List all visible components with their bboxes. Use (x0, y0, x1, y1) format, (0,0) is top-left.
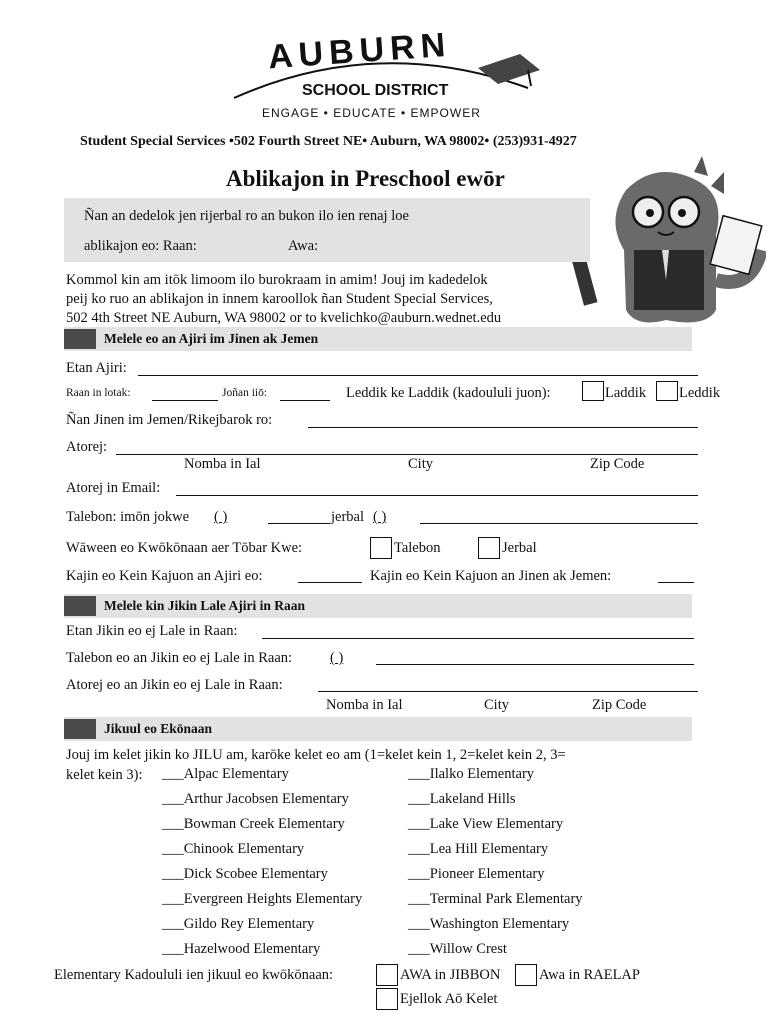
school-rank-blank[interactable]: ___ (408, 916, 430, 932)
daycare-phone-field[interactable] (376, 664, 694, 665)
gender-girl-checkbox[interactable] (656, 381, 678, 401)
daycare-city-caption: City (484, 697, 509, 713)
contact-phone-label: Talebon (394, 540, 441, 556)
daycare-phone-area[interactable]: ( ) (330, 650, 344, 666)
office-date-label: ablikajon eo: Raan: (84, 238, 197, 254)
child-name-label: Etan Ajiri: (66, 360, 127, 376)
section-marker (64, 596, 96, 616)
work-phone-label: jerbal (331, 509, 365, 525)
address-label: Atorej: (66, 439, 108, 455)
parent-name-label: Ñan Jinen im Jemen/Rikejbarok ro: (66, 412, 273, 428)
intro-line-1: Kommol kin am itōk limoom ilo burokraam in amim! Jouj im kadedelok (66, 272, 488, 288)
school-name: Bowman Creek Elementary (183, 816, 345, 832)
school-rank-blank[interactable]: ___ (408, 941, 430, 957)
email-field[interactable] (176, 495, 698, 496)
school-option (408, 941, 507, 958)
school-name: Lakeland Hills (429, 791, 516, 807)
parent-language-field[interactable] (658, 582, 694, 583)
district-logo (228, 24, 548, 124)
home-phone-area[interactable]: ( ) (214, 509, 228, 525)
daycare-number-caption: Nomba in Ial (326, 697, 403, 713)
school-rank-blank[interactable]: ___ (162, 791, 184, 807)
gender-label: Leddik ke Laddik (kadoululi juon): (346, 385, 551, 401)
daycare-zip-caption: Zip Code (592, 697, 647, 713)
parent-language-label: Kajin eo Kein Kajuon an Jinen ak Jemen: (370, 568, 612, 584)
session-pm-label: Awa in RAELAP (539, 967, 640, 983)
school-name: Evergreen Heights Elementary (183, 891, 363, 907)
school-rank-blank[interactable]: ___ (162, 816, 184, 832)
contact-work-label: Jerbal (502, 540, 537, 556)
section-title-student: Melele eo an Ajiri im Jinen ak Jemen (104, 331, 319, 346)
logo-tagline: ENGAGE • EDUCATE • EMPOWER (262, 106, 481, 120)
school-option (162, 841, 304, 858)
school-option (408, 841, 548, 858)
section-title-daycare: Melele kin Jikin Lale Ajiri in Raan (104, 598, 306, 613)
home-phone-label: Talebon: imōn jokwe (66, 509, 190, 525)
address-field[interactable] (116, 454, 698, 455)
school-option (408, 916, 569, 933)
school-name: Lake View Elementary (429, 816, 564, 832)
dinosaur-mascot-icon (566, 150, 766, 335)
gender-boy-checkbox[interactable] (582, 381, 604, 401)
school-instructions-2: kelet kein 3): (66, 767, 143, 783)
school-name: Lea Hill Elementary (429, 841, 549, 857)
gender-boy-label: Laddik (605, 385, 647, 401)
daycare-phone-label: Talebon eo an Jikin eo ej Lale in Raan: (66, 650, 293, 666)
birth-date-label: Raan in lotak: (66, 387, 131, 399)
school-name: Ilalko Elementary (429, 766, 535, 782)
home-phone-field[interactable] (268, 523, 330, 524)
school-rank-blank[interactable]: ___ (408, 816, 430, 832)
school-rank-blank[interactable]: ___ (162, 941, 184, 957)
session-any-checkbox[interactable] (376, 988, 398, 1010)
daycare-name-label: Etan Jikin eo ej Lale in Raan: (66, 623, 238, 639)
daycare-address-field[interactable] (318, 691, 698, 692)
child-language-field[interactable] (298, 582, 362, 583)
school-option (408, 791, 516, 808)
school-rank-blank[interactable]: ___ (162, 916, 184, 932)
session-pm-checkbox[interactable] (515, 964, 537, 986)
office-time-label: Awa: (288, 238, 319, 254)
birth-date-field[interactable] (152, 400, 218, 401)
session-am-label: AWA in JIBBON (400, 967, 501, 983)
session-am-checkbox[interactable] (376, 964, 398, 986)
school-option (162, 791, 349, 808)
email-label: Atorej in Email: (66, 480, 161, 496)
contact-method-label: Wāween eo Kwōkōnaan aer Tōbar Kwe: (66, 540, 303, 556)
office-note: Ñan an dedelok jen rijerbal ro an bukon ilo ien renaj loe (84, 208, 409, 224)
school-name: Dick Scobee Elementary (183, 866, 328, 882)
work-phone-field[interactable] (420, 523, 698, 524)
logo-district: SCHOOL DISTRICT (302, 82, 449, 99)
age-label: Joñan iiō: (222, 387, 268, 399)
address-city-caption: City (408, 456, 433, 472)
school-option (162, 766, 289, 783)
school-name: Willow Crest (429, 941, 507, 957)
school-option (162, 941, 320, 958)
school-name: Hazelwood Elementary (183, 941, 321, 957)
school-option (162, 866, 328, 883)
address-zip-caption: Zip Code (590, 456, 645, 472)
school-rank-blank[interactable]: ___ (408, 766, 430, 782)
school-name: Terminal Park Elementary (429, 891, 583, 907)
logo-name: AUBURN (266, 25, 453, 77)
section-title-school: Jikuul eo Ekōnaan (104, 721, 213, 736)
school-rank-blank[interactable]: ___ (408, 866, 430, 882)
school-rank-blank[interactable]: ___ (162, 891, 184, 907)
school-option (408, 891, 583, 908)
section-marker (64, 329, 96, 349)
school-option (162, 916, 314, 933)
school-option (408, 816, 563, 833)
school-rank-blank[interactable]: ___ (162, 841, 184, 857)
school-name: Alpac Elementary (183, 766, 289, 782)
district-address: Student Special Services •502 Fourth Street NE• Auburn, WA 98002• (253)931-4927 (80, 134, 577, 149)
school-name: Chinook Elementary (183, 841, 305, 857)
address-number-caption: Nomba in Ial (184, 456, 261, 472)
daycare-address-label: Atorej eo an Jikin eo ej Lale in Raan: (66, 677, 283, 693)
section-marker (64, 719, 96, 739)
child-name-field[interactable] (138, 375, 698, 376)
contact-work-checkbox[interactable] (478, 537, 500, 559)
session-any-label: Ejellok Aō Kelet (400, 991, 498, 1007)
page-title: Ablikajon in Preschool ewōr (226, 166, 505, 191)
school-instructions-1: Jouj im kelet jikin ko JILU am, karōke kelet eo am (1=kelet kein 1, 2=kelet kein 2, 3= (66, 747, 566, 763)
work-phone-area[interactable]: ( ) (373, 509, 387, 525)
school-option (408, 766, 534, 783)
gender-girl-label: Leddik (679, 385, 721, 401)
school-name: Gildo Rey Elementary (183, 916, 315, 932)
school-option (162, 816, 345, 833)
intro-line-2: peij ko ruo an ablikajon in innem karoollok ñan Student Special Services, (66, 291, 493, 307)
daycare-name-field[interactable] (262, 638, 694, 639)
parent-name-field[interactable] (308, 427, 698, 428)
school-rank-blank[interactable]: ___ (162, 866, 184, 882)
session-label: Elementary Kadoululi ien jikuul eo kwōkōnaan: (54, 967, 334, 983)
school-name: Arthur Jacobsen Elementary (183, 791, 349, 807)
school-name: Pioneer Elementary (429, 866, 545, 882)
child-language-label: Kajin eo Kein Kajuon an Ajiri eo: (66, 568, 263, 584)
school-rank-blank[interactable]: ___ (408, 891, 430, 907)
age-field[interactable] (280, 400, 330, 401)
intro-line-3: 502 4th Street NE Auburn, WA 98002 or to kvelichko@auburn.wednet.edu (66, 310, 502, 326)
school-rank-blank[interactable]: ___ (408, 841, 430, 857)
school-rank-blank[interactable]: ___ (162, 766, 184, 782)
contact-phone-checkbox[interactable] (370, 537, 392, 559)
school-name: Washington Elementary (429, 916, 570, 932)
school-option (408, 866, 545, 883)
school-rank-blank[interactable]: ___ (408, 791, 430, 807)
school-option (162, 891, 362, 908)
